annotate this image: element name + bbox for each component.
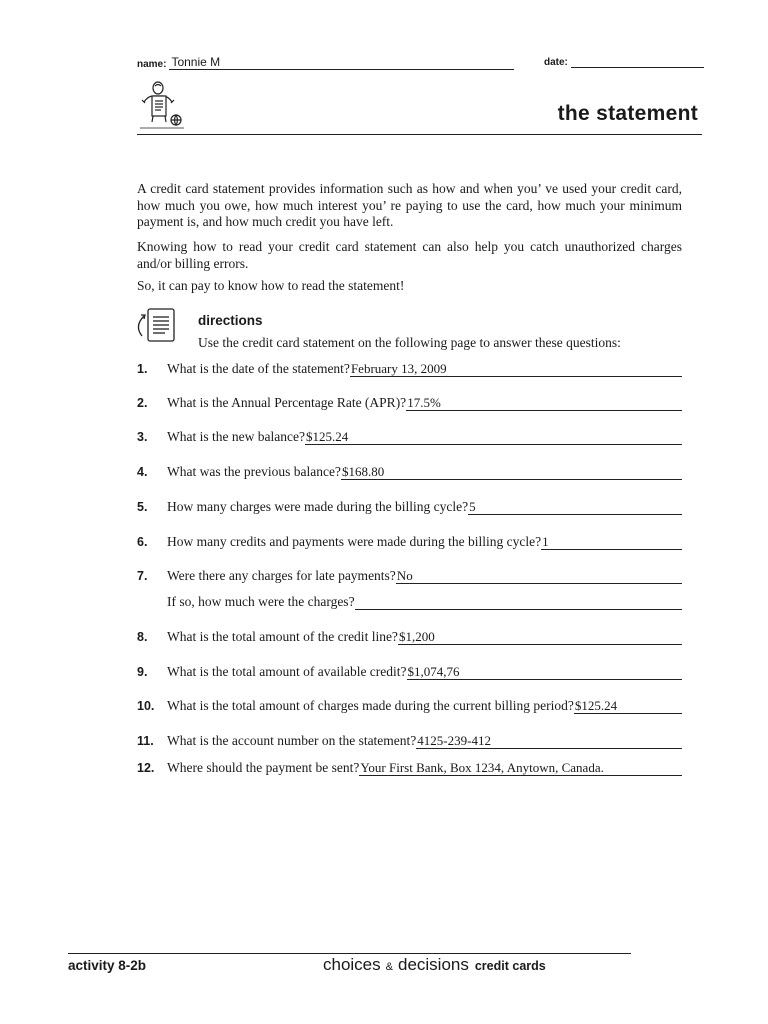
person-with-document-icon (138, 80, 186, 130)
question-prompt: Were there any charges for late payments? (167, 568, 396, 583)
answer-field[interactable]: 17.5% (406, 395, 682, 411)
document-arrow-icon (132, 306, 188, 346)
question-1 (137, 359, 682, 377)
answer-field[interactable]: 5 (468, 499, 682, 515)
answer-field[interactable]: 4125-239-412 (416, 733, 682, 749)
question-3 (137, 427, 682, 445)
answer-field[interactable]: 1 (541, 534, 682, 550)
title-divider (137, 134, 702, 135)
question-6 (137, 532, 682, 550)
answer-field[interactable]: $1,200 (398, 629, 682, 645)
date-label: date: (544, 57, 568, 68)
answer-field[interactable]: $125.24 (574, 698, 682, 714)
question-prompt: What is the account number on the statement? (167, 733, 417, 748)
question-number: 11. (137, 734, 154, 748)
question-10 (137, 696, 682, 714)
question-prompt: What is the date of the statement? (167, 361, 350, 376)
question-prompt: What is the Annual Percentage Rate (APR)? (167, 395, 407, 410)
question-8 (137, 627, 682, 645)
question-number: 4. (137, 465, 148, 479)
question-prompt: If so, how much were the charges? (167, 594, 355, 609)
answer-field[interactable]: $125.24 (305, 429, 682, 445)
question-number: 1. (137, 362, 148, 376)
brand-ampersand: & (385, 961, 393, 973)
question-9 (137, 662, 682, 680)
question-prompt: What was the previous balance? (167, 464, 341, 479)
directions-text: Use the credit card statement on the following page to answer these questions: (198, 335, 621, 350)
question-prompt: What is the new balance? (167, 429, 305, 444)
question-number: 8. (137, 630, 148, 644)
date-field[interactable] (571, 54, 704, 68)
question-number: 12. (137, 761, 155, 775)
brand-word-decisions: decisions (397, 955, 469, 974)
intro-paragraph-3: So, it can pay to know how to read the statement! (137, 278, 405, 293)
footer-brand (323, 955, 546, 975)
intro-paragraph-1: A credit card statement provides information such as how and when you’ ve used your credit card, how much you owe, how much interest you’ re paying to use the card, how much your minimum payment is, and how much credit you have left. (137, 181, 682, 229)
question-11 (137, 731, 682, 749)
question-number: 3. (137, 430, 148, 444)
answer-field[interactable]: $168.80 (341, 464, 682, 480)
question-7 (137, 566, 682, 584)
question-5 (137, 497, 682, 515)
question-prompt: Where should the payment be sent? (167, 760, 360, 775)
footer-divider (68, 953, 631, 954)
answer-field[interactable]: February 13, 2009 (350, 361, 682, 377)
intro-paragraph-2: Knowing how to read your credit card statement can also help you catch unauthorized charges and/or billing errors. (137, 239, 682, 271)
answer-field[interactable]: Your First Bank, Box 1234, Anytown, Canada. (359, 760, 682, 776)
name-label: name: (137, 59, 167, 70)
question-prompt: How many charges were made during the billing cycle? (167, 499, 469, 514)
question-prompt: What is the total amount of the credit line? (167, 629, 398, 644)
question-prompt: What is the total amount of charges made during the current billing period? (167, 698, 574, 713)
page-title: the statement (557, 102, 698, 125)
brand-word-choices: choices (323, 955, 381, 974)
question-2 (137, 393, 682, 411)
question-prompt: What is the total amount of available credit? (167, 664, 407, 679)
question-4 (137, 462, 682, 480)
question-7-followup (137, 592, 682, 610)
question-12 (137, 758, 682, 776)
answer-field[interactable]: $1,074,76 (407, 664, 682, 680)
question-number: 10. (137, 699, 155, 713)
answer-field[interactable]: No (396, 568, 682, 584)
directions-title: directions (198, 313, 263, 328)
question-number: 2. (137, 396, 148, 410)
question-number: 9. (137, 665, 148, 679)
brand-subtitle: credit cards (474, 959, 546, 973)
question-number: 5. (137, 500, 148, 514)
name-row (137, 54, 514, 70)
answer-field[interactable] (355, 609, 682, 610)
activity-label: activity 8-2b (68, 958, 147, 973)
question-number: 7. (137, 569, 148, 583)
name-field[interactable]: Tonnie M (169, 56, 514, 70)
date-row (544, 52, 704, 68)
question-prompt: How many credits and payments were made during the billing cycle? (167, 534, 542, 549)
question-number: 6. (137, 535, 148, 549)
